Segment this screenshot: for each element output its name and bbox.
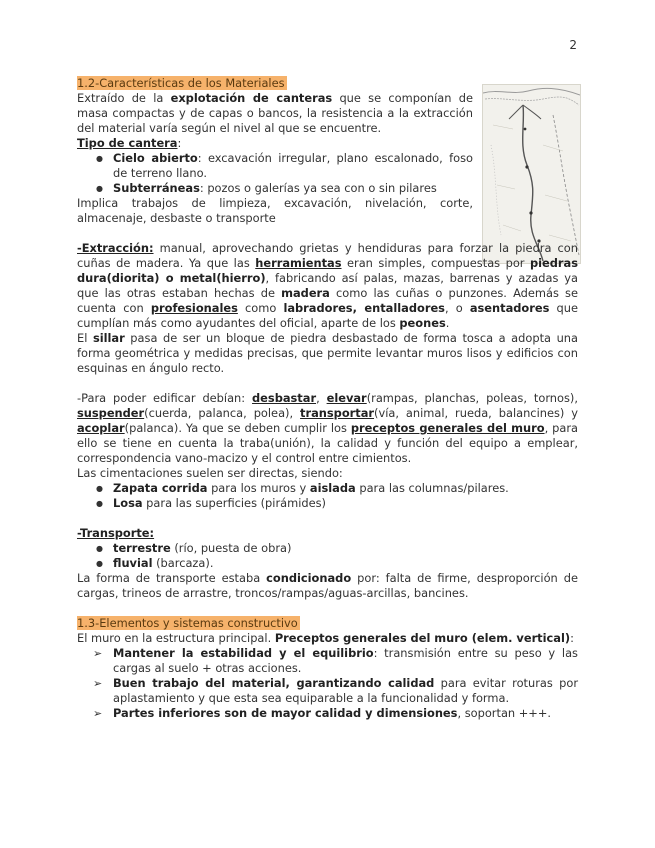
heading-highlight: 1.3-Elementos y sistemas constructivo xyxy=(77,616,298,630)
text: El muro en la estructura principal. xyxy=(77,631,275,645)
bold-text: fluvial xyxy=(113,556,153,570)
underlined-text: Tipo de cantera xyxy=(77,136,178,150)
list-item xyxy=(77,151,473,181)
bold-text: madera xyxy=(281,286,330,300)
page-number: 2 xyxy=(569,38,577,52)
bold-text: Zapata corrida xyxy=(113,481,208,495)
text: manual, aprovechando grietas y hendiduras para forzar la piedra con cuñas de madera. Ya que las xyxy=(77,241,578,270)
bold-text: Partes inferiores son de mayor calidad y dimensiones xyxy=(113,706,458,720)
text: para los muros y xyxy=(207,481,310,495)
underlined-text: profesionales xyxy=(150,301,238,315)
section-1-3-heading xyxy=(77,616,578,631)
tipo-cantera-label xyxy=(77,136,578,151)
text: , o xyxy=(444,301,470,315)
bold-text: Preceptos generales del muro (elem. vertical) xyxy=(274,631,571,645)
edificar-paragraph xyxy=(77,391,578,466)
text: -Para poder edificar debían: xyxy=(77,391,253,405)
text: : pozos o galerías ya sea con o sin pilares xyxy=(199,181,437,195)
cimentaciones-line: Las cimentaciones suelen ser directas, siendo: xyxy=(77,466,343,480)
text: El xyxy=(77,331,93,345)
bold-text: labradores, entalladores xyxy=(283,301,445,315)
bold-text: Cielo abierto xyxy=(113,151,198,165)
text: , fabricando así palas, mazas, barrenas y azadas ya que las otras estaban hechas de xyxy=(77,271,578,300)
underlined-text: elevar xyxy=(326,391,367,405)
document-body xyxy=(77,76,578,721)
text: (vía, animal, rueda, balancines) y xyxy=(374,406,579,420)
bold-text: piedras dura(diorita) o metal(hierro) xyxy=(77,256,578,285)
underlined-text: preceptos generales del muro xyxy=(350,421,545,435)
tipos-list xyxy=(77,151,473,196)
text: que cumplían más como ayudantes del oficial, aparte de los xyxy=(77,301,578,330)
text: : xyxy=(570,631,574,645)
bold-text: Mantener la estabilidad y el equilibrio xyxy=(113,646,374,660)
text: La forma de transporte estaba xyxy=(77,571,267,585)
list-item xyxy=(77,541,578,556)
canteras-intro xyxy=(77,91,473,136)
implica-paragraph: Implica trabajos de limpieza, excavación, nivelación, corte, almacenaje, desbaste o transporte xyxy=(77,196,473,225)
sillar-paragraph xyxy=(77,331,578,376)
list-item xyxy=(77,556,578,571)
bold-text: peones xyxy=(399,316,446,330)
text: Extraído de la xyxy=(77,91,171,105)
text: eran simples, compuestas por xyxy=(341,256,530,270)
text: , xyxy=(316,391,327,405)
list-item xyxy=(77,496,578,511)
text: para las columnas/pilares. xyxy=(355,481,509,495)
bold-text: Buen trabajo del material, garantizando calidad xyxy=(113,676,435,690)
list-item xyxy=(77,646,578,676)
text: como las cuñas o punzones. Además se cuenta con xyxy=(77,286,578,315)
underlined-text: -Extracción: xyxy=(77,241,154,255)
bold-text: terrestre xyxy=(113,541,171,555)
text: , soportan +++. xyxy=(457,706,552,720)
underlined-text: acoplar xyxy=(77,421,125,435)
text: que se componían de masa compactas y de capas o bancos, la resistencia a la extracción del material varía según el nivel al que se encuentre. xyxy=(77,91,473,135)
text: : transmisión entre su peso y las cargas al suelo + otras acciones. xyxy=(113,646,578,675)
cimentaciones-list xyxy=(77,481,578,511)
text: , para ello se tiene en cuenta la traba(unión), la calidad y función del equipo a emplear, correspondencia vano-macizo y el control entre cimientos. xyxy=(77,421,578,465)
section-1-2-heading xyxy=(77,76,578,91)
underlined-text: herramientas xyxy=(255,256,342,270)
bold-text: condicionado xyxy=(266,571,352,585)
muro-intro xyxy=(77,631,578,646)
text: (río, puesta de obra) xyxy=(170,541,292,555)
bold-text: sillar xyxy=(92,331,125,345)
text: para evitar roturas por aplastamiento y que esta sea equiparable a la funcionalidad y forma. xyxy=(113,676,578,705)
bold-text: Subterráneas xyxy=(113,181,200,195)
text: por: falta de firme, desproporción de cargas, trineos de arrastre, troncos/rampas/aguas-arcillas, bancines. xyxy=(77,571,578,600)
text: (palanca). Ya que se deben cumplir los xyxy=(124,421,351,435)
underlined-text: suspender xyxy=(77,406,145,420)
text: . xyxy=(445,316,450,330)
bold-text: asentadores xyxy=(469,301,550,315)
text: : xyxy=(177,136,182,150)
text: (barcaza). xyxy=(152,556,214,570)
text: para las superficies (pirámides) xyxy=(142,496,326,510)
list-item xyxy=(77,706,578,721)
extraccion-paragraph xyxy=(77,241,578,331)
transporte-paragraph xyxy=(77,571,578,601)
transporte-label xyxy=(77,526,578,541)
list-item xyxy=(77,481,578,496)
bold-text: Losa xyxy=(113,496,143,510)
heading-highlight: 1.2-Características de los Materiales xyxy=(77,76,285,90)
bold-text: explotación de canteras xyxy=(170,91,333,105)
list-item xyxy=(77,676,578,706)
underlined-text: transportar xyxy=(300,406,375,420)
text: (rampas, planchas, poleas, tornos), xyxy=(366,391,578,405)
bold-text: aislada xyxy=(309,481,356,495)
text: como xyxy=(237,301,284,315)
underlined-text: -Transporte: xyxy=(77,526,155,540)
text: (cuerda, palanca, polea), xyxy=(144,406,301,420)
preceptos-list xyxy=(77,646,578,721)
transporte-list xyxy=(77,541,578,571)
list-item xyxy=(77,181,473,196)
text: pasa de ser un bloque de piedra desbastado de forma tosca a adopta una forma geométrica y medidas precisas, que permite levantar muros lisos y edificios con esquinas en ángulo recto. xyxy=(77,331,578,375)
text: : excavación irregular, plano escalonado, foso de terreno llano. xyxy=(113,151,473,180)
underlined-text: desbastar xyxy=(252,391,317,405)
